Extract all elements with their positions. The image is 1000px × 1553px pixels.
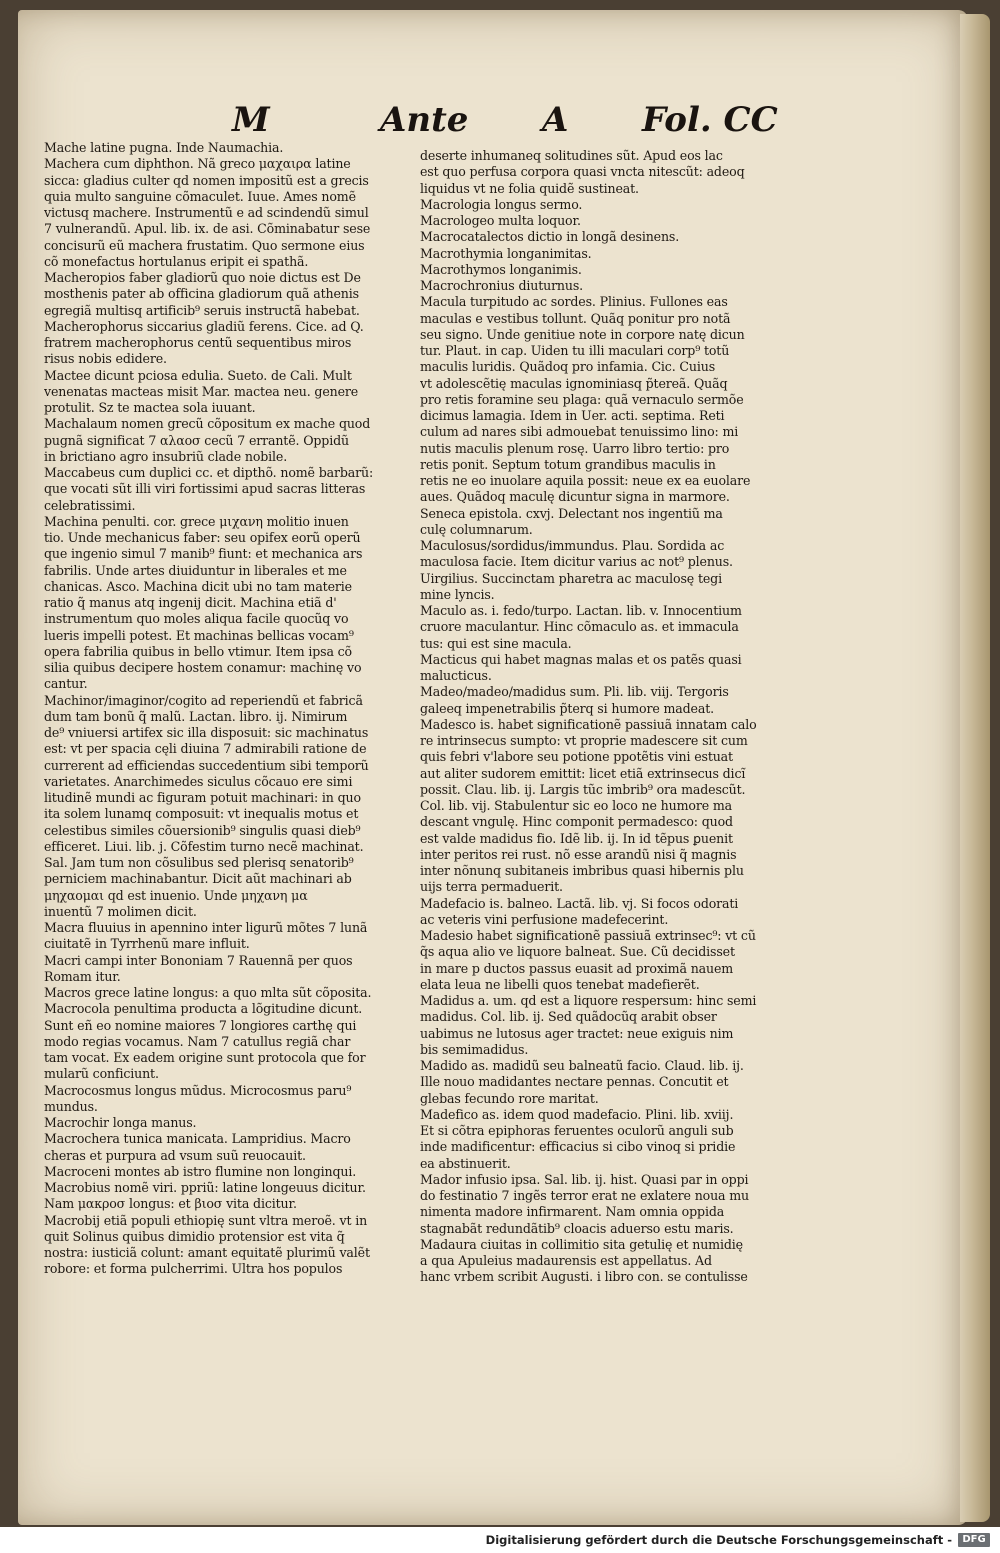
text-line: ciuitatẽ in Tyrrhenũ mare influit.	[44, 936, 250, 952]
text-line: Madido as. madidũ seu balneatũ facio. Claud. lib. ij.	[420, 1058, 744, 1073]
footer-bar	[0, 1527, 1000, 1553]
text-line: Macrothymia longanimitas.	[420, 245, 592, 261]
text-line: Macrochronius diuturnus.	[420, 278, 584, 293]
text-line: possit. Clau. lib. ij. Largis tũc imbrib⁹ ora madescũt.	[420, 781, 746, 797]
text-line: fratrem macherophorus centũ sequentibus miros	[44, 335, 352, 350]
text-line: que ingenio simul 7 manib⁹ fiunt: et mechanica ars	[44, 546, 363, 562]
text-line: Machinor/imaginor/cogito ad reperiendũ et fabricã	[44, 692, 363, 708]
text-line: Macherophorus siccarius gladiũ ferens. Cice. ad Q.	[44, 318, 364, 334]
folio-number: Fol. CC	[642, 100, 778, 140]
text-line: re intrinsecus sumpto: vt proprie madescere sit cum	[420, 733, 748, 748]
text-line: Mador infusio ipsa. Sal. lib. ij. hist. Quasi par in oppi	[420, 1171, 749, 1187]
text-line: inde madificentur: efficacius si cibo vinoq si pridie	[420, 1139, 736, 1155]
text-line: Madeo/madeo/madidus sum. Pli. lib. viij. Tergoris	[420, 684, 729, 700]
text-line: chanicas. Asco. Machina dicit ubi no tam materie	[44, 578, 352, 594]
text-line: Macticus qui habet magnas malas et os patẽs quasi	[420, 651, 742, 667]
text-line: quit Solinus quibus dimidio protensior est vita q̃	[44, 1228, 345, 1244]
text-line: quia multo sanguine cõmaculet. Iuue. Ames nomẽ	[44, 188, 356, 204]
text-line: egregiã multisq artificib⁹ seruis instructã habebat.	[44, 302, 360, 318]
text-line: Macros grece latine longus: a quo mlta sũt cõposita.	[44, 985, 372, 1000]
text-line: Uirgilius. Succinctam pharetra ac maculosę tegi	[420, 570, 722, 586]
text-line: Macrobius nomẽ viri. ppriũ: latine longeuus dicitur.	[44, 1180, 366, 1195]
text-line: varietates. Anarchimedes siculus cõcauo ere simi	[44, 773, 353, 789]
text-line: stagnabãt redundãtib⁹ cloacis aduerso estu maris.	[420, 1220, 734, 1236]
text-line: cruore maculantur. Hinc cõmaculo as. et immacula	[420, 619, 739, 635]
text-line: protulit. Sz te mactea sola iuuant.	[44, 400, 256, 415]
text-line: in mare p ductos passus euasit ad proximã nauem	[420, 960, 734, 976]
text-line: lueris impelli potest. Et machinas bellicas vocam⁹	[44, 627, 354, 643]
left-text-column	[44, 140, 412, 1278]
text-line: Machalaum nomen grecũ cõpositum ex mache quod	[44, 416, 371, 432]
text-line: μηχαομαι qd est inuenio. Unde μηχανη μα	[44, 887, 308, 903]
text-line: tus: qui est sine macula.	[420, 635, 572, 651]
text-line: Macheropios faber gladiorũ quo noie dictus est De	[44, 270, 361, 285]
text-line: que vocati sũt illi viri fortissimi apud sacras litteras	[44, 481, 366, 497]
text-line: Ille nouo madidantes nectare pennas. Concutit et	[420, 1074, 729, 1090]
text-line: efficeret. Liui. lib. j. Cõfestim turno necẽ machinat.	[44, 838, 364, 854]
text-line: modo regias vocamus. Nam 7 catullus regiã char	[44, 1033, 351, 1049]
text-line: aut aliter sudorem emittit: licet etiã extrinsecus dicĩ	[420, 765, 746, 781]
text-line: madidus. Col. lib. ij. Sed quãdocũq arabit obser	[420, 1009, 717, 1025]
text-line: perniciem machinabantur. Dicit aũt machinari ab	[44, 871, 352, 887]
text-line: dum tam bonũ q̃ malũ. Lactan. libro. ij. Nimirum	[44, 708, 348, 724]
text-line: a qua Apuleius madaurensis est appellatus. Ad	[420, 1253, 712, 1268]
text-line: mine lyncis.	[420, 586, 495, 602]
text-line: ita solem lunamq composuit: vt inequalis motus et	[44, 806, 359, 822]
text-line: Madaura ciuitas in collimitio sita getulię et numidię	[420, 1236, 743, 1252]
text-line: cantur.	[44, 676, 88, 692]
text-line: Maculosus/sordidus/immundus. Plau. Sordida ac	[420, 538, 725, 553]
text-line: Macrothymos longanimis.	[420, 261, 582, 277]
text-line: Macrologia longus sermo.	[420, 196, 583, 212]
text-line: concisurũ eũ machera frustatim. Quo sermone eius	[44, 237, 365, 253]
text-line: Mache latine pugna. Inde Naumachia.	[44, 140, 284, 155]
text-line: cheras et purpura ad vsum suũ reuocauit.	[44, 1147, 306, 1163]
text-line: Macrologeo multa loquor.	[420, 213, 581, 228]
text-line: uabimus ne lutosus ager tractet: neue exiguis nim	[420, 1025, 734, 1041]
text-line: Nam μακροσ longus: et βιοσ vita dicitur.	[44, 1196, 297, 1212]
text-line: dicimus lamagia. Idem in Uer. acti. septima. Reti	[420, 408, 725, 423]
text-line: celebratissimi.	[44, 497, 136, 513]
text-line: Macroceni montes ab istro flumine non longinqui.	[44, 1163, 357, 1179]
text-line: est valde madidus fio. Idẽ lib. ij. In id tẽpus ꝑuenit	[420, 830, 733, 846]
text-line: glebas fecundo rore maritat.	[420, 1090, 599, 1106]
text-line: Et si cõtra epiphoras feruentes oculorũ anguli sub	[420, 1123, 734, 1138]
text-line: Mactee dicunt pciosa edulia. Sueto. de Cali. Mult	[44, 367, 352, 383]
text-line: tam vocat. Ex eadem origine sunt protocola que for	[44, 1050, 366, 1065]
text-line: Madefacio is. balneo. Lactã. lib. vj. Si focos odorati	[420, 895, 739, 911]
text-line: victusq machere. Instrumentũ e ad scindendũ simul	[44, 205, 369, 220]
text-line: Macri campi inter Bononiam 7 Rauennã per quos	[44, 952, 353, 968]
text-line: in brictiano agro insubriũ clade nobile.	[44, 448, 288, 464]
page-edge	[960, 14, 990, 1522]
text-line: maculas e vestibus tollunt. Quãq ponitur pro notã	[420, 310, 731, 326]
text-line: maculosa facie. Item dicitur varius ac not⁹ plenus.	[420, 554, 733, 570]
text-line: bis semimadidus.	[420, 1041, 529, 1057]
text-line: 7 vulnerandũ. Apul. lib. ix. de asi. Cõminabatur sese	[44, 221, 371, 237]
text-line: est: vt per spacia cęli diuina 7 admirabili ratione de	[44, 741, 367, 757]
text-line: quis febri v'labore seu potione ppotẽtis vini estuat	[420, 749, 733, 765]
text-line: tio. Unde mechanicus faber: seu opifex eorũ operũ	[44, 530, 361, 545]
text-line: Maccabeus cum duplici cc. et dipthõ. nomẽ barbarũ:	[44, 465, 374, 480]
text-line: culum ad nares sibi admouebat tenuissimo lino: mi	[420, 424, 739, 440]
text-line: pro retis foramine seu plaga: quã vernaculo sermõe	[420, 391, 744, 407]
text-line: currerent ad efficiendas succedentium sibi temporũ	[44, 757, 369, 773]
text-line: vt adolescẽtię maculas ignominiasq p̃tereã. Quãq	[420, 375, 728, 391]
text-line: Macrocola penultima producta a lõgitudine dicunt.	[44, 1001, 363, 1017]
text-line: mularũ conficiunt.	[44, 1066, 159, 1082]
text-line: ea abstinuerit.	[420, 1155, 511, 1171]
text-line: Romam itur.	[44, 968, 121, 984]
text-line: culę columnarum.	[420, 521, 533, 537]
text-line: seu signo. Unde genitiue note in corpore natę dicun	[420, 326, 745, 342]
text-line: litudinẽ mundi ac figuram potuit machinari: in quo	[44, 790, 361, 805]
text-line: silia quibus decipere hostem conamur: machinę vo	[44, 660, 362, 675]
text-line: ac veteris vini perfusione madefecerint.	[420, 911, 669, 927]
text-line: mundus.	[44, 1098, 98, 1114]
text-line: Macrochir longa manus.	[44, 1115, 197, 1130]
header-letter-abbr: M	[232, 100, 270, 140]
text-line: maculis luridis. Quãdoq pro infamia. Cic. Cuius	[420, 359, 716, 375]
text-line: Macrochera tunica manicata. Lampridius. Macro	[44, 1131, 351, 1147]
text-line: deserte inhumaneq solitudines sũt. Apud eos lac	[420, 148, 723, 163]
text-line: galeeq impenetrabilis p̃terq si humore madeat.	[420, 700, 714, 716]
text-line: Maculo as. i. fedo/turpo. Lactan. lib. v. Innocentium	[420, 603, 742, 618]
text-line: nostra: iusticiã colunt: amant equitatẽ plurimũ valẽt	[44, 1245, 370, 1260]
text-line: Seneca epistola. cxvj. Delectant nos ingentiũ ma	[420, 505, 723, 521]
text-line: hanc vrbem scribit Augusti. i libro con. se contulisse	[420, 1269, 748, 1285]
text-line: instrumentum quo moles aliqua facile quocũq vo	[44, 611, 349, 627]
text-line: malucticus.	[420, 668, 492, 683]
header-letter: A	[542, 100, 569, 140]
text-line: tur. Plaut. in cap. Uiden tu illi maculari corp⁹ totũ	[420, 343, 730, 358]
text-line: Madefico as. idem quod madefacio. Plini. lib. xviij.	[420, 1106, 734, 1122]
text-line: aues. Quãdoq maculę dicuntur signa in marmore.	[420, 489, 730, 505]
text-line: inter peritos rei rust. nõ esse arandũ nisi q̃ magnis	[420, 846, 737, 862]
text-line: liquidus vt ne folia quidẽ sustineat.	[420, 180, 639, 196]
text-line: Madesco is. habet significationẽ passiuã innatam calo	[420, 716, 757, 732]
text-line: est quo perfusa corpora quasi vncta nitescũt: adeoq	[420, 164, 745, 180]
text-line: descant vngulę. Hinc componit permadesco: quod	[420, 814, 733, 830]
text-line: Macrocosmus longus mũdus. Microcosmus paru⁹	[44, 1082, 352, 1098]
text-line: q̃s aqua alio ve liquore balneat. Sue. Cũ decidisset	[420, 944, 735, 960]
text-line: elata leua ne libelli quos tenebat madefierẽt.	[420, 976, 700, 992]
text-line: Sunt eñ eo nomine maiores 7 longiores carthę qui	[44, 1017, 357, 1033]
text-line: venenatas macteas misit Mar. mactea neu. genere	[44, 383, 359, 399]
text-line: robore: et forma pulcherrimi. Ultra hos populos	[44, 1261, 343, 1277]
text-line: pugnã significat 7 αλαοσ cecũ 7 errantẽ. Oppidũ	[44, 432, 349, 448]
text-line: Sal. Jam tum non cõsulibus sed plerisq senatorib⁹	[44, 855, 354, 870]
text-line: celestibus similes cõuersionib⁹ singulis quasi dieb⁹	[44, 822, 361, 838]
text-line: ratio q̃ manus atq ingenij dicit. Machina etiã d'	[44, 595, 337, 610]
text-line: mosthenis pater ab officina gladiorum quã athenis	[44, 286, 359, 302]
text-line: risus nobis edidere.	[44, 351, 167, 367]
text-line: Madesio habet significationẽ passiuã extrinsec⁹: vt cũ	[420, 928, 756, 943]
text-line: Madidus a. um. qd est a liquore respersum: hinc semi	[420, 993, 757, 1008]
text-line: retis ponit. Septum totum grandibus maculis in	[420, 456, 716, 472]
footer-credit: Digitalisierung gefördert durch die Deutsche Forschungsgemeinschaft -	[485, 1533, 952, 1547]
text-line: nimenta madore infirmarent. Nam omnia oppida	[420, 1204, 725, 1220]
text-line: do festinatio 7 ingẽs terror erat ne exlatere noua mu	[420, 1188, 750, 1203]
text-line: uijs terra permaduerit.	[420, 879, 563, 895]
text-line: inter nõnunq subitaneis imbribus quasi hibernis plu	[420, 863, 744, 878]
text-line: nutis maculis plenum rosę. Uarro libro tertio: pro	[420, 440, 730, 456]
text-line: Machina penulti. cor. grece μιχανη molitio inuen	[44, 513, 349, 529]
text-line: cõ monefactus hortulanus eripit ei spathã.	[44, 253, 309, 269]
dfg-logo: DFG	[958, 1533, 990, 1547]
text-line: de⁹ vniuersi artifex sic illa disposuit: sic machinatus	[44, 725, 369, 740]
text-line: Macra fluuius in apennino inter ligurũ mõtes 7 lunã	[44, 920, 368, 935]
text-line: Macula turpitudo ac sordes. Plinius. Fullones eas	[420, 294, 728, 310]
text-line: fabrilis. Unde artes diuiduntur in liberales et me	[44, 562, 347, 578]
text-line: sicca: gladius culter qd nomen impositũ est a grecis	[44, 172, 369, 188]
text-line: Macrobij etiã populi ethiopię sunt vltra meroẽ. vt in	[44, 1212, 368, 1228]
text-line: opera fabrilia quibus in bello vtimur. Item ipsa cõ	[44, 643, 352, 659]
header-word: Ante	[380, 100, 469, 140]
text-line: inuentũ 7 molimen dicit.	[44, 903, 197, 919]
right-text-column	[420, 148, 780, 1286]
text-line: Col. lib. vij. Stabulentur sic eo loco ne humore ma	[420, 798, 733, 813]
text-line: Macrocatalectos dictio in longã desinens.	[420, 229, 680, 245]
text-line: retis ne eo inuolare aquila possit: neue ex ea euolare	[420, 473, 751, 488]
text-line: Machera cum diphthon. Nã greco μαχαιρα latine	[44, 156, 351, 172]
